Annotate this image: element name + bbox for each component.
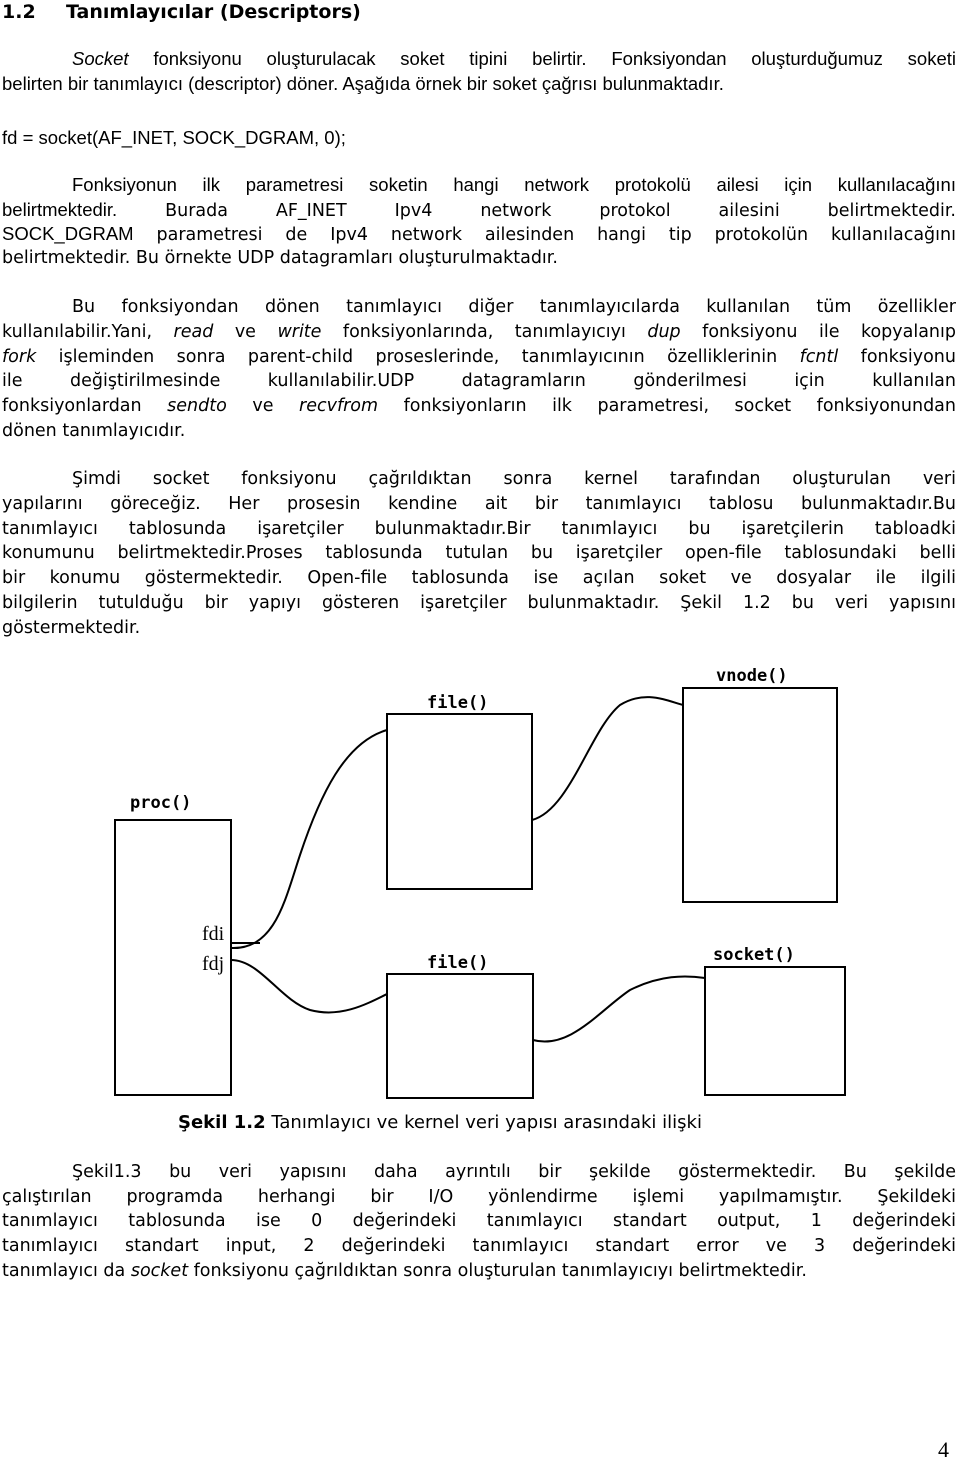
paragraph-5-line-2: çalıştırılan programda herhangi bir I/O yönlendirme işlemi yapılmamıştır. Şekildeki xyxy=(2,1187,956,1207)
paragraph-2-line-2: belirtmektedir. Burada AF_INET Ipv4 network protokol ailesini belirtmektedir. xyxy=(2,199,956,221)
fdj-to-file2-link xyxy=(231,960,387,1012)
figure-caption: Şekil 1.2 Tanımlayıcı ve kernel veri yapısı arasındaki ilişki xyxy=(178,1112,702,1133)
paragraph-5-line-3: tanımlayıcı tablosunda ise 0 değerindeki tanımlayıcı standart output, 1 değerindeki xyxy=(2,1211,956,1231)
file1-label: file() xyxy=(427,693,489,713)
paragraph-3-line-3: fork işleminden sonra parent-child proseslerinde, tanımlayıcının özelliklerinin fcntl fonksiyonu xyxy=(2,347,956,367)
paragraph-3-line-2: kullanılabilir.Yani, read ve write fonksiyonlarında, tanımlayıcıyı dup fonksiyonu ile kopyalanıp xyxy=(2,322,956,342)
paragraph-5-line-5: tanımlayıcı da socket fonksiyonu çağrıldıktan sonra oluşturulan tanımlayıcıyı belirtmektedir. xyxy=(2,1261,807,1281)
paragraph-5-line-4: tanımlayıcı standart input, 2 değerindeki tanımlayıcı standart error ve 3 değerindeki xyxy=(2,1236,956,1256)
paragraph-5-line-1: Şekil1.3 bu veri yapısını daha ayrıntılı bir şekilde göstermektedir. Bu şekilde xyxy=(72,1162,956,1182)
proc-label: proc() xyxy=(130,793,192,813)
section-title: Tanımlayıcılar (Descriptors) xyxy=(66,1,361,23)
file2-label: file() xyxy=(427,953,489,973)
paragraph-2-line-1: Fonksiyonun ilk parametresi soketin hangi network protokolü ailesi için kullanılacağını xyxy=(72,174,956,195)
paragraph-2-line-3: SOCK_DGRAM parametresi de Ipv4 network ailesinden hangi tip protokolün kullanılacağını xyxy=(2,223,956,245)
paragraph-3-line-4: ile değiştirilmesinde kullanılabilir.UDP datagramların gönderilmesi için kullanılan xyxy=(2,371,956,391)
file2-to-socket-link xyxy=(533,976,705,1041)
paragraph-4-line-5: bir konumu göstermektedir. Open-file tablosunda ise açılan soket ve dosyalar ile ilgili xyxy=(2,568,956,588)
paragraph-3-line-1: Bu fonksiyondan dönen tanımlayıcı diğer tanımlayıcılarda kullanılan tüm özellikler xyxy=(72,297,956,317)
page-number: 4 xyxy=(938,1437,949,1462)
paragraph-4-line-3: tanımlayıcı tablosunda işaretçiler bulunmaktadır.Bir tanımlayıcı bu işaretçilerin tabloadki xyxy=(2,519,956,539)
vnode-box xyxy=(683,688,837,902)
file2-box xyxy=(387,974,533,1098)
paragraph-4-line-4: konumunu belirtmektedir.Proses tablosunda tutulan bu işaretçiler open-file tablosundaki belli xyxy=(2,543,956,563)
vnode-label: vnode() xyxy=(716,666,788,686)
file1-to-vnode-link xyxy=(532,697,683,820)
socket-label: socket() xyxy=(713,945,795,965)
paragraph-4-line-7: göstermektedir. xyxy=(2,618,141,638)
paragraph-2-line-4: belirtmektedir. Bu örnekte UDP datagramları oluşturulmaktadır. xyxy=(2,248,558,268)
fdi-to-file1-link xyxy=(231,730,387,948)
paragraph-1-line-2: belirten bir tanımlayıcı (descriptor) döner. Aşağıda örnek bir soket çağrısı bulunmaktadır. xyxy=(2,73,724,94)
fdi-label: fdi xyxy=(202,923,225,945)
fdj-label: fdj xyxy=(202,953,225,975)
section-number: 1.2 xyxy=(2,1,36,23)
paragraph-1-line-1: Socket fonksiyonu oluşturulacak soket tipini belirtir. Fonksiyondan oluşturduğumuz soketi xyxy=(72,48,956,69)
file1-box xyxy=(387,714,532,889)
paragraph-4-line-2: yapılarını göreceğiz. Her prosesin kendine ait bir tanımlayıcı tablosu bulunmaktadır.Bu xyxy=(2,494,956,514)
paragraph-3-line-6: dönen tanımlayıcıdır. xyxy=(2,421,186,441)
socket-box xyxy=(705,967,845,1095)
code-line: fd = socket(AF_INET, SOCK_DGRAM, 0); xyxy=(2,127,346,148)
paragraph-4-line-6: bilgilerin tutulduğu bir yapıyı gösteren işaretçiler bulunmaktadır. Şekil 1.2 bu veri yapısını xyxy=(2,593,956,613)
paragraph-3-line-5: fonksiyonlardan sendto ve recvfrom fonksiyonların ilk parametresi, socket fonksiyonundan xyxy=(2,396,956,416)
paragraph-4-line-1: Şimdi socket fonksiyonu çağrıldıktan sonra kernel tarafından oluşturulan veri xyxy=(72,469,956,489)
